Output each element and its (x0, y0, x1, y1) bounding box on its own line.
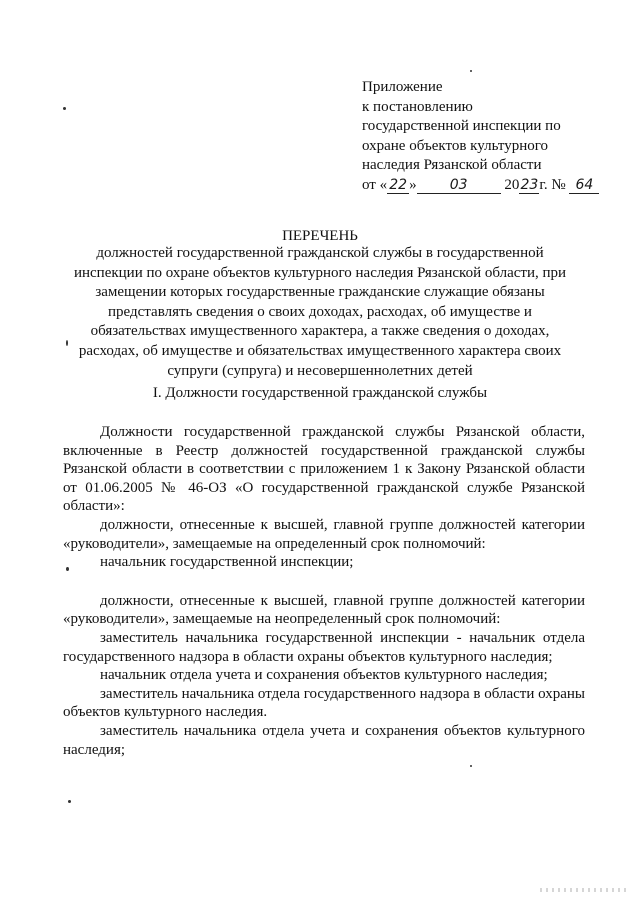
subtitle-line-3: замещении которых государственные гражданские служащие обязаны (95, 284, 545, 301)
paragraph-head-accounting: начальник отдела учета и сохранения объектов культурного наследия; (100, 667, 548, 684)
date-mid: » (409, 176, 417, 193)
date-year: 23 (520, 176, 539, 193)
date-prefix: от « (362, 176, 388, 193)
subtitle-line-7: супруги (супруга) и несовершеннолетних детей (167, 362, 473, 379)
paragraph-fixed-term: должности, отнесенные к высшей, главной группе должностей категории «руководители», замещаемые на определенный срок полномочий: (63, 516, 585, 552)
scan-speck (68, 800, 71, 803)
appendix-line-1: Приложение (362, 79, 443, 95)
paragraph-open-term: должности, отнесенные к высшей, главной группе должностей категории «руководители», замещаемые на неопределенный срок полномочий: (63, 592, 585, 628)
subtitle-line-2: инспекции по охране объектов культурного наследия Рязанской области, при (73, 264, 567, 281)
date-month: 03 (417, 177, 501, 194)
paragraph-deputy-supervision: заместитель начальника отдела государственного надзора в области охраны объектов культурного наследия. (63, 685, 586, 721)
scan-speck (63, 107, 66, 110)
appendix-line-3: государственной инспекции по (362, 118, 561, 134)
paragraph-gap (63, 572, 585, 592)
date-number: 64 (569, 177, 599, 194)
scan-speck (66, 567, 69, 571)
scan-speck (470, 70, 472, 72)
date-day: 22 (387, 177, 409, 194)
section-heading: I. Должности государственной гражданской службы (152, 385, 488, 401)
scan-speck (470, 765, 472, 767)
document-subtitle (60, 244, 580, 381)
scan-edge-noise (540, 888, 630, 892)
appendix-line-4: охране объектов культурного (362, 137, 549, 154)
date-year-prefix: 20 (504, 176, 520, 193)
scan-speck (66, 340, 68, 346)
subtitle-line-6: расходах, об имуществе и обязательствах имущественного характера своих (78, 342, 562, 359)
subtitle-line-4: представлять сведения о своих доходах, расходах, об имуществе и (108, 303, 532, 320)
document-title: ПЕРЕЧЕНЬ (282, 228, 358, 244)
subtitle-line-5: обязательствах имущественного характера, а также сведения о доходах, (90, 323, 550, 340)
appendix-date-line (362, 176, 622, 196)
subtitle-line-1: должностей государственной гражданской службы в государственной (96, 245, 544, 261)
paragraph-intro: Должности государственной гражданской службы Рязанской области, включенные в Реестр должностей государственной гражданской службы Рязанской области в соответствии с приложением 1 к Закону Рязанской области от 01.06.2005 № 46-ОЗ «О государственной гражданской службе Рязанской области»: (63, 424, 585, 515)
paragraph-deputy-head: заместитель начальника государственной инспекции - начальник отдела государственного надзора в области охраны объектов культурного наследия; (63, 629, 585, 665)
appendix-line-2: к постановлению (362, 98, 473, 115)
document-body (63, 423, 585, 759)
appendix-block (362, 78, 622, 195)
paragraph-deputy-accounting: заместитель начальника отдела учета и сохранения объектов культурного наследия; (63, 722, 585, 758)
paragraph-head-inspector: начальник государственной инспекции; (100, 554, 354, 571)
appendix-line-5: наследия Рязанской области (362, 157, 542, 173)
date-suffix: г. № (539, 176, 566, 193)
